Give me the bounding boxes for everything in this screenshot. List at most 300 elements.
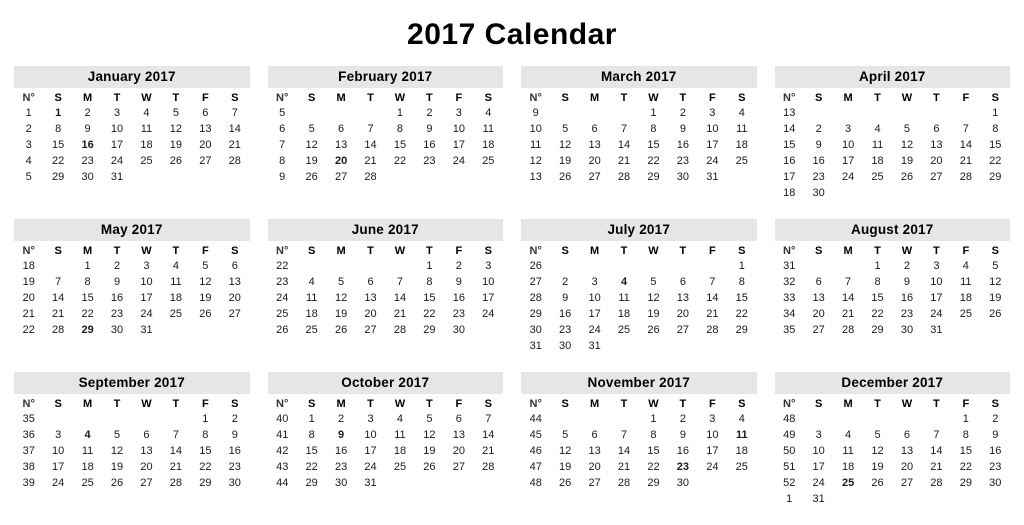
week-number-cell: 48 <box>529 477 542 489</box>
day-cell: 19 <box>989 292 1002 304</box>
week-row <box>268 169 504 185</box>
week-row <box>268 121 504 137</box>
week-row <box>521 121 757 137</box>
week-row <box>14 153 250 169</box>
day-cell: 27 <box>588 477 601 489</box>
day-cell: 7 <box>620 123 628 135</box>
week-number-header: N° <box>276 92 289 104</box>
day-cell: 26 <box>559 171 572 183</box>
weekday-header: T <box>620 92 628 104</box>
day-cell: 12 <box>334 292 348 304</box>
day-cell: 12 <box>110 445 124 457</box>
day-cell: 21 <box>959 155 972 167</box>
week-number-cell: 15 <box>783 139 796 151</box>
day-cell: 13 <box>452 429 465 441</box>
weekday-header: M <box>590 245 600 257</box>
weekday-header: F <box>201 245 209 257</box>
day-cell: 30 <box>559 340 572 352</box>
day-cell: 25 <box>959 308 972 320</box>
week-number-header: N° <box>22 92 35 104</box>
month-table <box>521 396 757 491</box>
week-number-cell: 18 <box>783 187 796 199</box>
day-cell: 7 <box>709 276 716 288</box>
day-cell <box>550 411 579 427</box>
day-cell: 27 <box>900 477 914 489</box>
day-cell: 6 <box>455 413 462 425</box>
day-cell: 10 <box>841 139 855 151</box>
day-cell <box>892 185 921 201</box>
week-number-cell: 6 <box>279 123 286 135</box>
week-number-cell: 18 <box>22 260 35 272</box>
day-cell <box>698 338 727 354</box>
week-row <box>775 185 1011 201</box>
weekday-header: S <box>54 245 62 257</box>
day-cell: 27 <box>676 324 690 336</box>
day-cell: 8 <box>55 123 62 135</box>
week-number-cell: 38 <box>22 461 35 473</box>
day-cell: 29 <box>647 477 660 489</box>
day-cell <box>727 338 756 354</box>
day-cell: 6 <box>591 429 598 441</box>
day-cell: 4 <box>962 260 969 272</box>
day-cell: 28 <box>169 477 183 489</box>
day-cell <box>43 411 72 427</box>
week-row <box>268 290 504 306</box>
day-cell: 28 <box>364 171 377 183</box>
day-cell: 9 <box>679 429 686 441</box>
month-table <box>775 396 1011 507</box>
weekday-header: S <box>738 92 746 104</box>
day-cell: 18 <box>735 139 748 151</box>
week-row <box>775 491 1011 507</box>
day-cell: 21 <box>617 155 631 167</box>
weekday-header: T <box>367 245 374 257</box>
week-number-cell: 32 <box>783 276 796 288</box>
week-number-cell: 35 <box>783 324 796 336</box>
day-cell: 24 <box>706 461 719 473</box>
day-cell: 20 <box>676 308 690 320</box>
week-row <box>521 459 757 475</box>
week-number-cell: 28 <box>529 292 542 304</box>
weekday-header-row <box>521 243 757 258</box>
day-cell: 11 <box>170 276 182 288</box>
day-cell: 16 <box>676 139 690 151</box>
month-title: September 2017 <box>14 372 250 394</box>
day-cell: 12 <box>423 429 436 441</box>
day-cell: 21 <box>364 155 377 167</box>
week-number-cell: 24 <box>276 292 289 304</box>
day-cell <box>444 169 473 185</box>
day-cell <box>981 185 1010 201</box>
week-row <box>14 137 250 153</box>
day-cell: 10 <box>110 123 124 135</box>
day-cell: 13 <box>140 445 153 457</box>
day-cell <box>863 411 892 427</box>
weekday-header: F <box>708 92 716 104</box>
day-cell <box>415 475 444 491</box>
day-cell <box>326 258 355 274</box>
day-cell: 29 <box>305 477 318 489</box>
weekday-header: S <box>307 92 316 104</box>
day-cell: 12 <box>305 139 318 151</box>
day-cell: 13 <box>334 139 348 151</box>
week-number-header: N° <box>783 398 796 410</box>
weekday-header: W <box>141 92 152 104</box>
day-cell <box>892 491 921 507</box>
week-number-cell: 41 <box>276 429 289 441</box>
weekday-header: S <box>814 245 823 257</box>
day-cell: 9 <box>84 123 91 135</box>
weekday-header: T <box>172 245 180 257</box>
day-cell <box>580 411 609 427</box>
day-cell: 16 <box>334 445 348 457</box>
week-number-cell: 19 <box>22 276 35 288</box>
day-cell: 8 <box>874 276 881 288</box>
day-cell: 22 <box>81 308 94 320</box>
day-cell: 17 <box>812 461 825 473</box>
weekday-header: F <box>201 92 209 104</box>
day-cell: 25 <box>617 324 631 336</box>
weekday-header: W <box>141 398 152 410</box>
day-cell: 25 <box>140 155 153 167</box>
week-row <box>268 258 504 274</box>
day-cell: 17 <box>110 139 124 151</box>
day-cell: 1 <box>84 260 91 272</box>
day-cell: 3 <box>591 276 598 288</box>
week-number-cell: 1 <box>786 493 793 505</box>
day-cell: 15 <box>423 292 436 304</box>
day-cell: 7 <box>845 276 852 288</box>
weekday-header: W <box>394 92 406 104</box>
day-cell <box>951 491 980 507</box>
day-cell <box>863 185 892 201</box>
day-cell: 8 <box>650 429 657 441</box>
day-cell: 24 <box>706 155 719 167</box>
day-cell: 18 <box>871 155 884 167</box>
day-cell: 6 <box>367 276 374 288</box>
week-number-header: N° <box>22 398 35 410</box>
day-cell: 22 <box>393 155 407 167</box>
week-row <box>521 338 757 354</box>
day-cell: 27 <box>334 171 348 183</box>
day-cell <box>804 258 833 274</box>
month-block <box>268 66 504 201</box>
day-cell <box>833 185 862 201</box>
day-cell: 6 <box>231 260 238 272</box>
day-cell: 2 <box>679 413 686 425</box>
weekday-header: F <box>962 398 970 410</box>
day-cell: 22 <box>52 155 65 167</box>
week-number-cell: 30 <box>529 324 542 336</box>
day-cell: 9 <box>231 429 238 441</box>
month-block <box>14 372 250 507</box>
day-cell <box>474 322 503 338</box>
week-row <box>14 274 250 290</box>
day-cell: 1 <box>426 260 433 272</box>
day-cell: 2 <box>338 413 345 425</box>
day-cell: 16 <box>676 445 690 457</box>
day-cell: 5 <box>650 276 657 288</box>
day-cell: 28 <box>617 171 631 183</box>
day-cell: 13 <box>676 292 690 304</box>
day-cell: 9 <box>562 292 569 304</box>
day-cell: 30 <box>676 171 690 183</box>
weekday-header: F <box>708 398 716 410</box>
week-number-cell: 51 <box>783 461 796 473</box>
day-cell: 7 <box>620 429 628 441</box>
weekday-header: T <box>426 245 433 257</box>
day-cell: 29 <box>199 477 212 489</box>
weekday-header: T <box>679 398 687 410</box>
day-cell: 18 <box>81 461 94 473</box>
day-cell: 16 <box>452 292 465 304</box>
day-cell: 12 <box>199 276 212 288</box>
day-cell: 2 <box>231 413 238 425</box>
week-number-cell: 11 <box>530 139 542 151</box>
day-cell <box>951 185 980 201</box>
day-cell: 6 <box>903 429 911 441</box>
day-cell: 18 <box>735 445 748 457</box>
day-cell: 31 <box>588 340 601 352</box>
day-cell <box>668 338 697 354</box>
month-title: July 2017 <box>521 219 757 241</box>
day-cell: 5 <box>172 107 179 119</box>
day-cell: 20 <box>588 461 601 473</box>
day-cell <box>698 258 727 274</box>
day-cell: 19 <box>871 461 884 473</box>
week-row <box>268 105 504 121</box>
week-row <box>775 306 1011 322</box>
weekday-header: T <box>874 245 881 257</box>
week-number-cell: 33 <box>783 292 796 304</box>
day-cell: 2 <box>84 107 91 119</box>
day-cell: 13 <box>900 445 914 457</box>
week-number-cell: 2 <box>25 123 32 135</box>
day-cell: 7 <box>396 276 404 288</box>
day-cell: 8 <box>202 429 209 441</box>
day-cell: 23 <box>452 308 465 320</box>
day-cell: 24 <box>364 461 377 473</box>
day-cell: 5 <box>308 123 315 135</box>
month-title: December 2017 <box>775 372 1011 394</box>
weekday-header-row <box>268 90 504 105</box>
weekday-header: S <box>738 398 746 410</box>
day-cell: 28 <box>841 324 855 336</box>
day-cell: 25 <box>169 308 183 320</box>
week-row <box>521 411 757 427</box>
weekday-header: M <box>843 92 853 104</box>
weekday-header: W <box>901 92 913 104</box>
day-cell: 31 <box>110 171 124 183</box>
day-cell: 9 <box>338 429 345 441</box>
weekday-header: S <box>54 398 62 410</box>
week-row <box>775 258 1011 274</box>
day-cell: 30 <box>452 324 465 336</box>
day-cell: 2 <box>679 107 686 119</box>
month-table <box>521 90 757 185</box>
day-cell: 14 <box>228 123 241 135</box>
day-cell <box>922 185 951 201</box>
months-grid <box>14 66 1010 507</box>
day-cell <box>951 105 980 121</box>
day-cell <box>191 322 220 338</box>
day-cell: 29 <box>871 324 884 336</box>
day-cell: 28 <box>228 155 241 167</box>
day-cell: 12 <box>871 445 884 457</box>
day-cell: 18 <box>169 292 183 304</box>
day-cell: 17 <box>841 155 855 167</box>
day-cell: 17 <box>706 139 719 151</box>
weekday-header: W <box>648 398 659 410</box>
day-cell <box>580 258 609 274</box>
day-cell <box>863 105 892 121</box>
day-cell: 6 <box>591 123 598 135</box>
day-cell: 3 <box>485 260 492 272</box>
week-number-cell: 47 <box>529 461 542 473</box>
day-cell: 10 <box>588 292 601 304</box>
day-cell: 10 <box>812 445 825 457</box>
day-cell <box>161 322 190 338</box>
day-cell: 10 <box>706 123 719 135</box>
day-cell: 16 <box>989 445 1002 457</box>
day-cell: 20 <box>334 155 348 167</box>
day-cell: 6 <box>202 107 209 119</box>
day-cell: 5 <box>426 413 433 425</box>
month-block <box>775 66 1011 201</box>
day-cell: 1 <box>396 107 404 119</box>
weekday-header: M <box>843 245 853 257</box>
week-row <box>775 475 1011 491</box>
day-cell: 14 <box>841 292 855 304</box>
week-number-cell: 13 <box>529 171 542 183</box>
week-number-cell: 27 <box>529 276 542 288</box>
week-number-cell: 45 <box>529 429 542 441</box>
weekday-header: W <box>648 92 659 104</box>
day-cell: 11 <box>482 123 494 135</box>
month-block <box>268 219 504 354</box>
day-cell: 21 <box>841 308 855 320</box>
week-row <box>775 169 1011 185</box>
day-cell: 1 <box>308 413 315 425</box>
month-block <box>775 219 1011 354</box>
day-cell: 20 <box>588 155 601 167</box>
day-cell <box>981 491 1010 507</box>
day-cell: 3 <box>113 107 121 119</box>
day-cell: 30 <box>812 187 825 199</box>
day-cell: 4 <box>738 413 745 425</box>
weekday-header: S <box>814 92 823 104</box>
day-cell <box>191 169 220 185</box>
day-cell: 16 <box>81 139 94 151</box>
week-number-header: N° <box>529 398 542 410</box>
day-cell: 10 <box>706 429 719 441</box>
week-row <box>775 459 1011 475</box>
day-cell: 27 <box>812 324 825 336</box>
day-cell <box>161 169 190 185</box>
day-cell <box>639 258 668 274</box>
day-cell: 23 <box>812 171 825 183</box>
month-table <box>521 243 757 354</box>
weekday-header: T <box>172 92 180 104</box>
day-cell: 20 <box>452 445 465 457</box>
day-cell <box>550 258 579 274</box>
week-number-cell: 4 <box>25 155 32 167</box>
week-row <box>268 322 504 338</box>
day-cell: 27 <box>199 155 212 167</box>
day-cell: 25 <box>841 477 855 489</box>
week-number-header: N° <box>276 245 289 257</box>
day-cell: 23 <box>110 308 124 320</box>
day-cell <box>415 169 444 185</box>
day-cell: 11 <box>618 292 630 304</box>
day-cell: 16 <box>110 292 124 304</box>
week-row <box>268 475 504 491</box>
day-cell: 13 <box>812 292 825 304</box>
day-cell: 28 <box>482 461 495 473</box>
month-block <box>268 372 504 507</box>
day-cell: 23 <box>81 155 94 167</box>
day-cell: 4 <box>396 413 404 425</box>
day-cell: 26 <box>199 308 212 320</box>
day-cell <box>922 491 951 507</box>
day-cell: 7 <box>367 123 374 135</box>
day-cell: 27 <box>364 324 377 336</box>
week-number-header: N° <box>276 398 289 410</box>
day-cell: 8 <box>426 276 433 288</box>
day-cell: 4 <box>620 276 628 288</box>
day-cell: 8 <box>962 429 969 441</box>
month-title: August 2017 <box>775 219 1011 241</box>
day-cell: 24 <box>110 155 124 167</box>
week-row <box>14 121 250 137</box>
week-number-cell: 26 <box>529 260 542 272</box>
day-cell: 13 <box>364 292 377 304</box>
day-cell: 22 <box>871 308 884 320</box>
day-cell: 4 <box>874 123 881 135</box>
week-number-header: N° <box>783 92 796 104</box>
day-cell: 14 <box>930 445 943 457</box>
day-cell: 11 <box>842 445 854 457</box>
day-cell <box>727 475 756 491</box>
weekday-header: F <box>455 245 463 257</box>
day-cell: 26 <box>334 324 348 336</box>
day-cell <box>474 475 503 491</box>
day-cell: 14 <box>393 292 407 304</box>
day-cell: 4 <box>845 429 852 441</box>
day-cell <box>326 105 355 121</box>
day-cell: 29 <box>959 477 972 489</box>
day-cell: 24 <box>812 477 825 489</box>
day-cell: 21 <box>228 139 241 151</box>
week-number-cell: 25 <box>276 308 289 320</box>
day-cell: 22 <box>199 461 212 473</box>
day-cell: 24 <box>482 308 495 320</box>
day-cell: 5 <box>562 123 569 135</box>
weekday-header: S <box>991 92 999 104</box>
day-cell <box>892 105 921 121</box>
weekday-header-row <box>14 396 250 411</box>
day-cell: 26 <box>647 324 660 336</box>
day-cell: 31 <box>706 171 719 183</box>
day-cell: 27 <box>140 477 153 489</box>
day-cell: 23 <box>228 461 241 473</box>
day-cell: 3 <box>367 413 374 425</box>
month-block <box>521 372 757 507</box>
day-cell: 15 <box>81 292 94 304</box>
week-row <box>14 290 250 306</box>
day-cell: 16 <box>423 139 436 151</box>
day-cell: 3 <box>815 429 822 441</box>
